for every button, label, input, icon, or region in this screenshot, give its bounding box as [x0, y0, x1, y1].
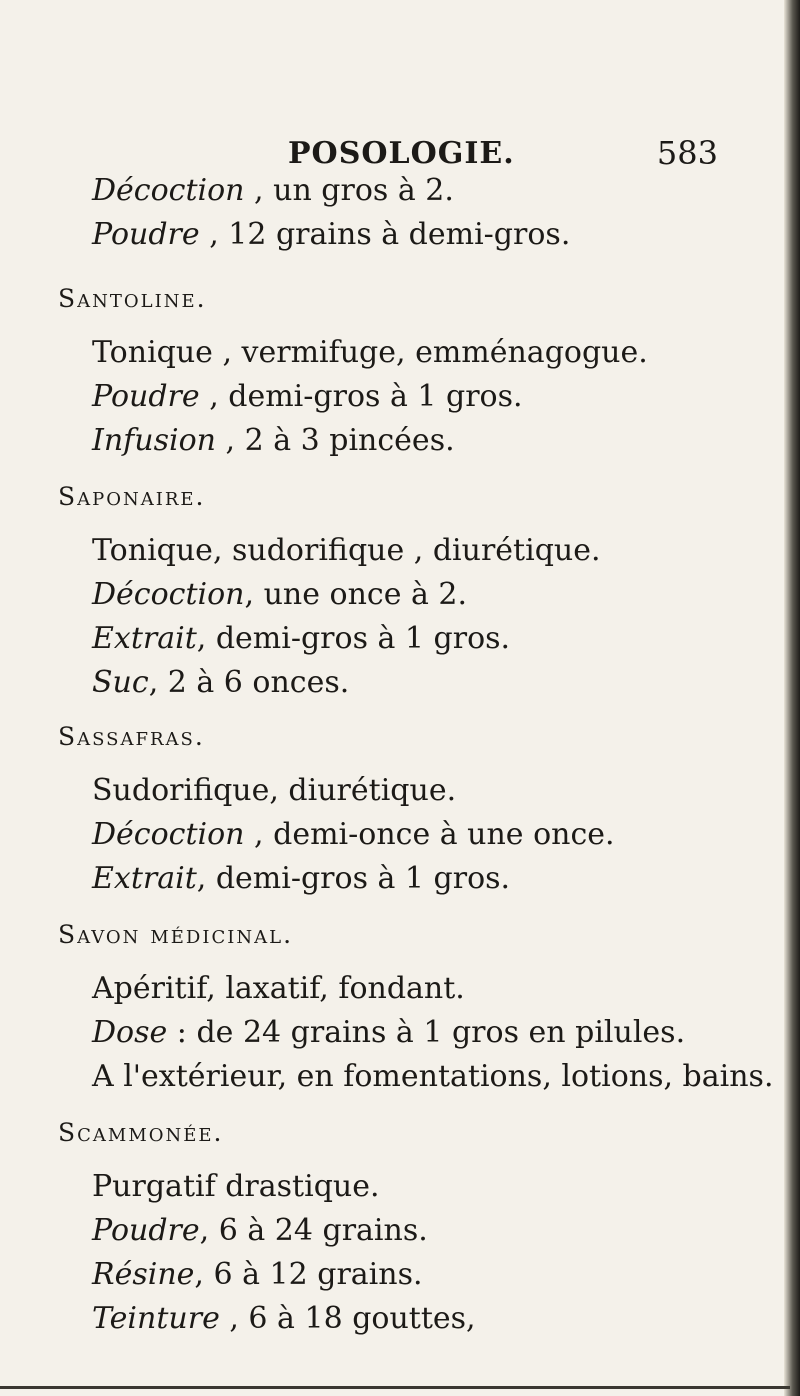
- properties-line: Sudorifique, diurétique.: [92, 773, 457, 808]
- dose-text: : de 24 grains à 1 gros en pilules.: [167, 1015, 686, 1050]
- preparation: Décoction: [92, 173, 245, 208]
- entry-heading-saponaire: Saponaire.: [58, 482, 206, 511]
- preparation: Poudre: [92, 1213, 200, 1248]
- dose-line: [92, 1014, 685, 1052]
- page-header: [288, 136, 718, 176]
- dose-text: , demi-gros à 1 gros.: [196, 861, 511, 896]
- dose-line: [92, 422, 455, 460]
- dose-line: [92, 620, 510, 658]
- dose-line: [92, 576, 467, 614]
- preparation: Extrait: [92, 621, 197, 656]
- preparation: Poudre: [92, 379, 200, 414]
- preparation: Décoction: [92, 817, 245, 852]
- page-number: 583: [656, 134, 718, 172]
- entry-heading-savon: Savon médicinal.: [58, 920, 294, 949]
- page-edge-shadow: [784, 0, 800, 1396]
- dose-text: , 6 à 24 grains.: [199, 1213, 428, 1248]
- preparation: Résine: [92, 1257, 195, 1292]
- dose-text: , une once à 2.: [244, 577, 468, 612]
- dose-text: , 6 à 18 gouttes,: [219, 1301, 476, 1336]
- running-head: POSOLOGIE.: [288, 136, 515, 171]
- dose-line: [92, 1256, 423, 1294]
- properties-line: Tonique, sudorifique , diurétique.: [92, 533, 601, 568]
- properties-line: Tonique , vermifuge, emménagogue.: [92, 335, 648, 370]
- dose-text: , demi-gros à 1 gros.: [199, 379, 523, 414]
- dose-line: [92, 816, 615, 854]
- entry-heading-scammonee: Scammonée.: [58, 1118, 224, 1147]
- dose-line: [92, 860, 510, 898]
- dose-line: [92, 1212, 428, 1250]
- properties-line: Purgatif drastique.: [92, 1169, 380, 1204]
- dose-text: , demi-once à une once.: [244, 817, 615, 852]
- dose-line: [92, 664, 349, 702]
- preparation: Extrait: [92, 861, 197, 896]
- properties-line: Apéritif, laxatif, fondant.: [92, 971, 465, 1006]
- entry-heading-santoline: Santoline.: [58, 284, 207, 313]
- dose-line: [92, 378, 523, 416]
- dose-text: , 12 grains à demi-gros.: [199, 217, 571, 252]
- dose-line: [92, 216, 570, 254]
- preparation: Décoction: [92, 577, 245, 612]
- bottom-rule: [0, 1386, 790, 1389]
- dose-line: [92, 1300, 476, 1338]
- preparation: Infusion: [92, 423, 216, 458]
- external-use-line: A l'extérieur, en fomentations, lotions, bains.: [92, 1059, 774, 1094]
- dose-text: , 6 à 12 grains.: [194, 1257, 423, 1292]
- entry-heading-sassafras: Sassafras.: [58, 722, 205, 751]
- preparation: Suc: [92, 665, 149, 700]
- dose-text: , 2 à 3 pincées.: [215, 423, 455, 458]
- preparation: Teinture: [92, 1301, 220, 1336]
- dose-text: , un gros à 2.: [244, 173, 454, 208]
- preparation: Dose: [92, 1015, 168, 1050]
- dose-text: , 2 à 6 onces.: [148, 665, 350, 700]
- dose-line: [92, 172, 454, 210]
- preparation: Poudre: [92, 217, 200, 252]
- dose-text: , demi-gros à 1 gros.: [196, 621, 511, 656]
